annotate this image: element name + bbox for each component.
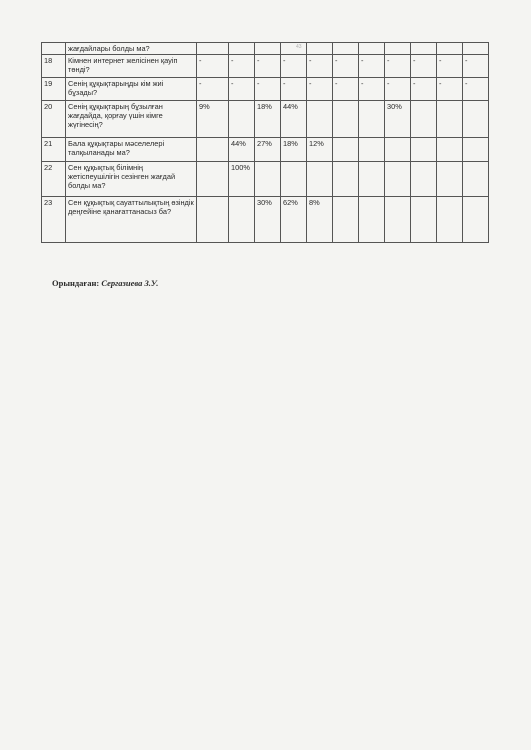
question-cell: Сенің құқықтарың бұзылған жағдайда, қорғау үшін кімге жүгінесің? (66, 101, 197, 138)
value-cell (411, 138, 437, 162)
value-cell (229, 197, 255, 243)
value-cell: - (385, 55, 411, 78)
value-cell: - (255, 78, 281, 101)
value-cell: - (281, 78, 307, 101)
table-row (42, 197, 489, 243)
value-cell: - (281, 55, 307, 78)
value-cell: - (463, 55, 489, 78)
value-cell (463, 138, 489, 162)
value-cell: - (197, 78, 229, 101)
value-cell: 30% (255, 197, 281, 243)
question-cell: жағдайлары болды ма? (66, 43, 197, 55)
value-cell: - (359, 78, 385, 101)
row-number: 19 (42, 78, 66, 101)
value-cell (411, 162, 437, 197)
value-cell: 44% (229, 138, 255, 162)
survey-table (41, 42, 489, 243)
value-cell: - (255, 55, 281, 78)
value-cell (281, 43, 307, 55)
table-row (42, 101, 489, 138)
value-cell (255, 162, 281, 197)
question-cell: Кімнен интернет желісінен қауіп төнді? (66, 55, 197, 78)
value-cell (385, 138, 411, 162)
value-cell: 44% (281, 101, 307, 138)
value-cell: 18% (255, 101, 281, 138)
question-cell: Сен құқықтық білімнің жетіспеушілігін сезінген жағдай болды ма? (66, 162, 197, 197)
value-cell: - (333, 78, 359, 101)
question-cell: Бала құқықтары мәселелері талқыланады ма? (66, 138, 197, 162)
value-cell (463, 101, 489, 138)
value-cell (411, 101, 437, 138)
value-cell: 9% (197, 101, 229, 138)
value-cell (307, 101, 333, 138)
row-number: 21 (42, 138, 66, 162)
value-cell: - (197, 55, 229, 78)
value-cell (333, 138, 359, 162)
value-cell (333, 43, 359, 55)
value-cell (385, 162, 411, 197)
value-cell (411, 197, 437, 243)
value-cell: 12% (307, 138, 333, 162)
value-cell: 62% (281, 197, 307, 243)
value-cell (359, 101, 385, 138)
value-cell: 30% (385, 101, 411, 138)
value-cell (385, 43, 411, 55)
value-cell (437, 197, 463, 243)
value-cell: - (463, 78, 489, 101)
table-row (42, 43, 489, 55)
value-cell (437, 101, 463, 138)
performed-by-label: Орындаған: (52, 278, 100, 288)
performer-name: Сергазиева З.У. (101, 278, 159, 288)
table-row (42, 162, 489, 197)
row-number (42, 43, 66, 55)
table-row (42, 78, 489, 101)
value-cell: - (333, 55, 359, 78)
value-cell (255, 43, 281, 55)
value-cell (197, 43, 229, 55)
value-cell: 8% (307, 197, 333, 243)
value-cell (333, 197, 359, 243)
table-row (42, 55, 489, 78)
value-cell (385, 197, 411, 243)
value-cell (333, 101, 359, 138)
table-row (42, 138, 489, 162)
value-cell (197, 162, 229, 197)
page-mark: 43 (296, 44, 302, 50)
value-cell: - (385, 78, 411, 101)
value-cell (437, 43, 463, 55)
value-cell (463, 43, 489, 55)
value-cell (463, 197, 489, 243)
value-cell: - (437, 78, 463, 101)
value-cell (359, 43, 385, 55)
row-number: 22 (42, 162, 66, 197)
value-cell: - (229, 78, 255, 101)
value-cell: - (359, 55, 385, 78)
value-cell: - (437, 55, 463, 78)
value-cell (307, 162, 333, 197)
value-cell (281, 162, 307, 197)
value-cell (333, 162, 359, 197)
value-cell (307, 43, 333, 55)
value-cell (463, 162, 489, 197)
value-cell (229, 101, 255, 138)
question-cell: Сенің құқықтарыңды кім жиі бұзады? (66, 78, 197, 101)
question-cell: Сен құқықтық сауаттылықтың өзіндік деңгейіне қанағаттанасыз ба? (66, 197, 197, 243)
value-cell: - (307, 55, 333, 78)
row-number: 18 (42, 55, 66, 78)
value-cell (359, 138, 385, 162)
value-cell: - (411, 55, 437, 78)
value-cell: - (229, 55, 255, 78)
value-cell (359, 197, 385, 243)
value-cell: 100% (229, 162, 255, 197)
value-cell (197, 197, 229, 243)
value-cell (197, 138, 229, 162)
row-number: 23 (42, 197, 66, 243)
value-cell: - (307, 78, 333, 101)
value-cell (359, 162, 385, 197)
row-number: 20 (42, 101, 66, 138)
value-cell (437, 162, 463, 197)
value-cell: 18% (281, 138, 307, 162)
value-cell (229, 43, 255, 55)
signature-line (52, 278, 158, 288)
value-cell (411, 43, 437, 55)
value-cell: - (411, 78, 437, 101)
value-cell: 27% (255, 138, 281, 162)
value-cell (437, 138, 463, 162)
